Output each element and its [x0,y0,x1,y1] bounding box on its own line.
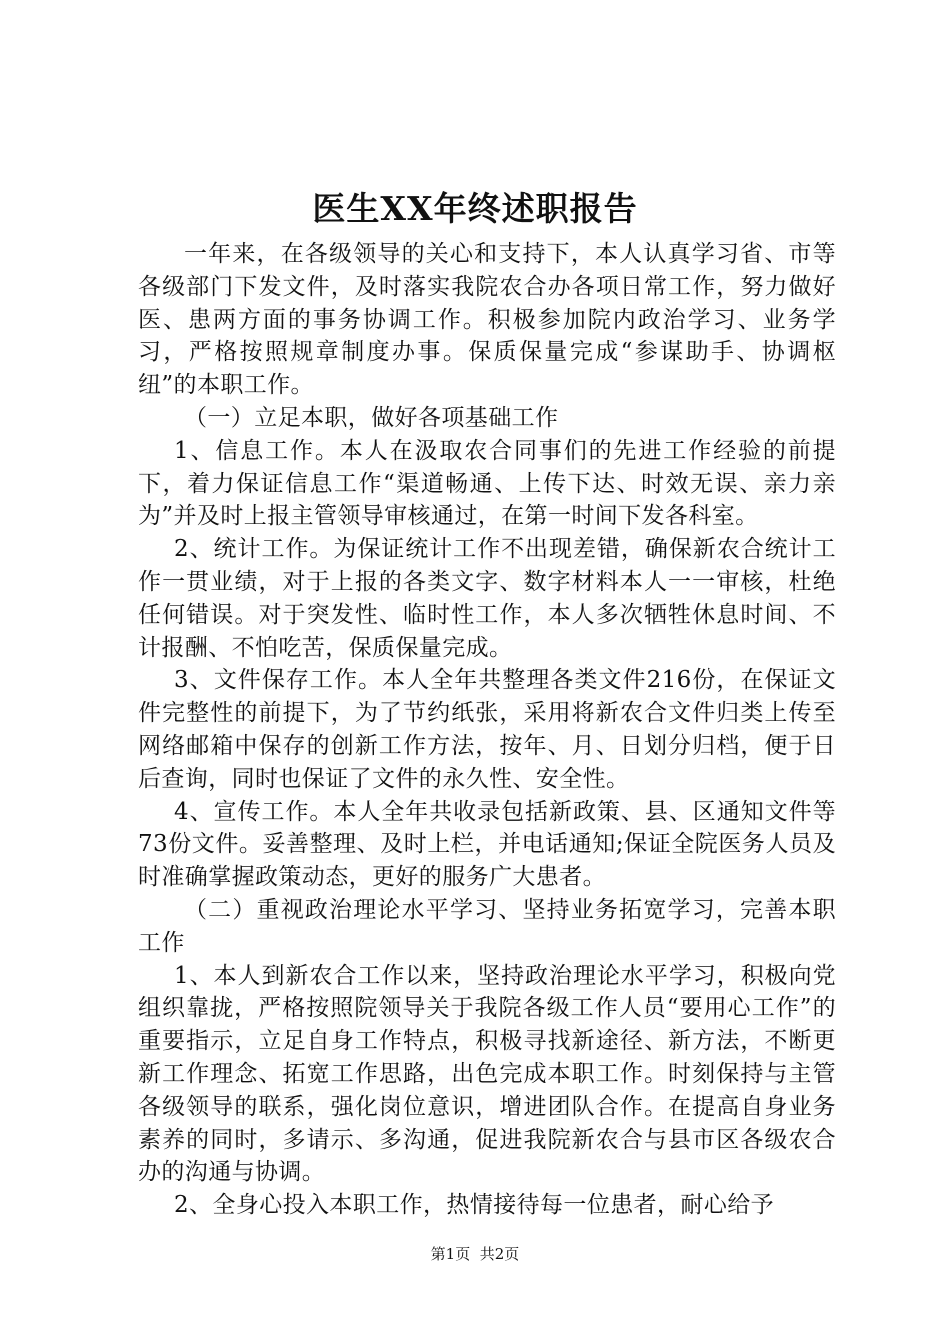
paragraph-political-study: 1、本人到新农合工作以来，坚持政治理论水平学习，积极向党组织靠拢，严格按照院领导关于我院各级工作人员“要用心工作”的重要指示，立足自身工作特点，积极寻找新途径、新方法，不断更新工作理念、拓宽工作思路，出色完成本职工作。时刻保持与主管各级领导的联系，强化岗位意识，增进团队合作。在提高自身业务素养的同时，多请示、多沟通，促进我院新农合与县市区各级农合办的沟通与协调。 [138,962,836,1186]
page-total: 共2页 [479,1245,520,1263]
paragraph-file-storage-work: 3、文件保存工作。本人全年共整理各类文件216份，在保证文件完整性的前提下，为了节约纸张，采用将新农合文件归类上传至网络邮箱中保存的创新工作方法，按年、月、日划分归档，便于日后查询，同时也保证了文件的永久性、安全性。 [138,667,836,792]
paragraph-statistics-work: 2、统计工作。为保证统计工作不出现差错，确保新农合统计工作一贯业绩，对于上报的各类文字、数字材料本人一一审核，杜绝任何错误。对于突发性、临时性工作，本人多次牺牲休息时间、不计报酬、不怕吃苦，保质保量完成。 [138,536,836,661]
document-title: 医生XX年终述职报告 [312,189,638,228]
section-heading-2: （二）重视政治理论水平学习、坚持业务拓宽学习，完善本职工作 [138,896,836,956]
paragraph-patient-service: 2、全身心投入本职工作，热情接待每一位患者，耐心给予 [174,1192,775,1219]
page-number: 第1页 [430,1245,471,1263]
paragraph-publicity-work: 4、宣传工作。本人全年共收录包括新政策、县、区通知文件等73份文件。妥善整理、及时上栏，并电话通知;保证全院医务人员及时准确掌握政策动态，更好的服务广大患者。 [138,798,836,891]
section-heading-1: （一）立足本职，做好各项基础工作 [184,404,559,431]
paragraph-intro: 一年来，在各级领导的关心和支持下，本人认真学习省、市等各级部门下发文件，及时落实我院农合办各项日常工作，努力做好医、患两方面的事务协调工作。积极参加院内政治学习、业务学习，严格按照规章制度办事。保质保量完成“参谋助手、协调枢纽”的本职工作。 [138,241,836,399]
page-footer [0,1244,950,1264]
paragraph-info-work: 1、信息工作。本人在汲取农合同事们的先进工作经验的前提下，着力保证信息工作“渠道畅通、上传下达、时效无误、亲力亲为”并及时上报主管领导审核通过，在第一时间下发各科室。 [138,437,836,530]
document-body [138,238,836,1222]
